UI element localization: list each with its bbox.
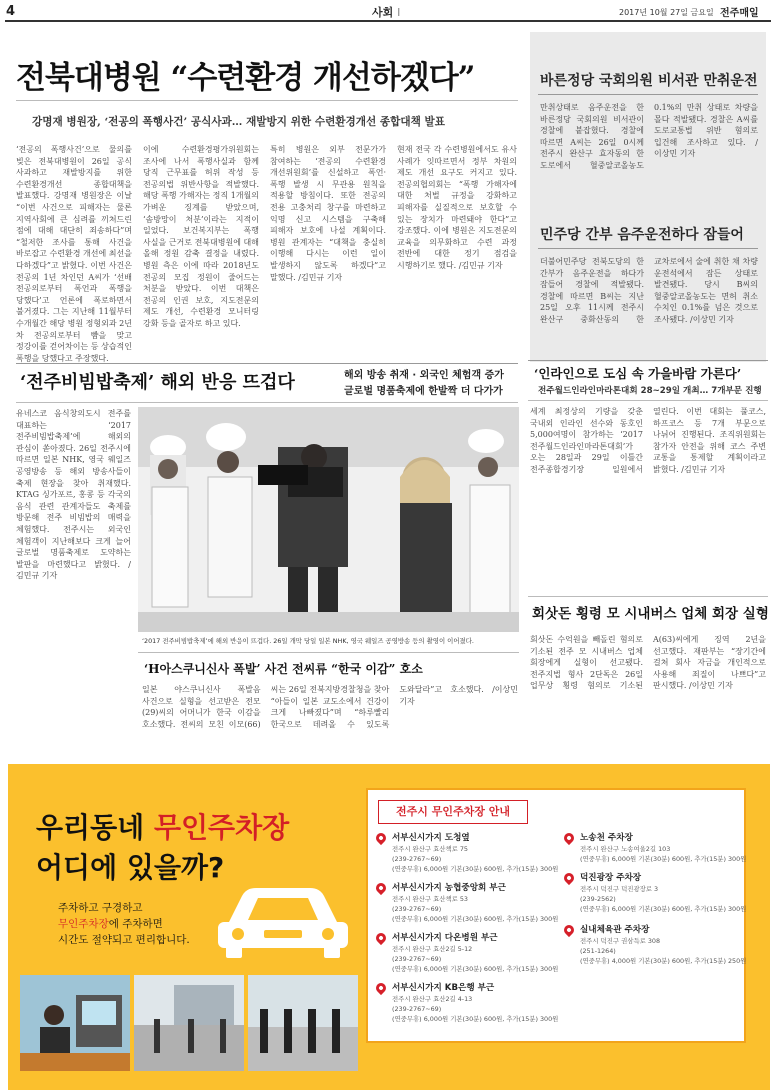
parking-lot-2: 서부신시가지 농협중앙회 부근 전주시 완산구 효산책로 53 (239-2767~69) (연중무휴) 6,000원 기본(30분) 600원, 추가(15분) 300원 [392, 882, 562, 924]
parking-lot-4: 서부신시가지 KB은행 부근 전주시 완산구 효산2길 4-13 (239-2767~69) (연중무휴) 6,000원 기본(30분) 600원, 추가(15분) 300원 [392, 982, 562, 1024]
ad-copy-1: 주차하고 구경하고 [58, 902, 143, 914]
festival-photo-caption: ‘2017 전주비빔밥축제’에 해외 반응이 뜨겁다. 26일 개막 당일 일본 NHK, 영국 웨일즈 공영방송 등의 촬영이 이어졌다. [142, 637, 474, 645]
map-pin-icon [374, 831, 388, 845]
festival-text: 유네스코 음식창의도시 전주를 대표하는 ‘2017 전주비빔밥축제’에 해외의 관심이 쏟아졌다. 26일 전주시에 따르면 일본 NHK, 영국 웨일즈 공영방송 등 해외 방송사들이 축제 현장을 찾아 취재했다. KTAG 싱가포르, 홍콩 등 각국의 음식 관련 관계자들도 축제를 방문해 전주 비빔밥의 매력을 체험했다. 전주시는 외국인 체험객이 지난해보다 크게 늘어 글로벌 명품축제로 도약하는 발판을 마련했다고 밝혔다. /김민규 기자 [16, 409, 131, 581]
map-pin-icon [562, 871, 576, 885]
main-col-1: ‘전공의 폭행사건’으로 물의를 빚은 전북대병원이 26일 공식 사과하고 재발방지를 위한 수련환경개선 종합대책을 발표했다. 강명재 병원장은 이날 “이번 사건으로 피해자는 물론 지역사회에 큰 심려를 끼쳐드린 점에 대해 대단히 죄송하다”며 “철저한 조사를 통해 사건을 바로잡고 수련환경 개선에 최선을 다하겠다”고 밝혔다. 이번 사건은 전공의 1년 차인던 A씨가 ‘선배 전공의로부터 폭언과 폭행을 당했다’고 언론에 폭로하면서 불거졌다. 그는 지난해 11월부터 수개월간 해당 병원 정형외과 2년 차 전공의로부터 뺨을 맞고 정강이를 걷어차이는 등 상습적인 폭행을 당했다고 주장했다. [16, 145, 132, 363]
festival-side-head-2: 글로벌 명품축제에 한발짝 더 다가가 [344, 386, 503, 397]
inline-subhead: 전주월드인라인마라톤대회 28~29일 개최… 7개부문 진행 [538, 386, 762, 396]
parking-list-box [366, 788, 746, 1043]
parking-lot-7: 실내체육관 주차장 전주시 덕진구 권삼득로 308 (251-1264) (연중무휴) 4,000원 기본(30분) 600원, 추가(15분) 250원 [580, 924, 750, 966]
main-col-2: 이에 수련환경평가위원회는 조사에 나서 폭행사실과 함께 당직 근무표를 허위 작성 등 전공의법 위반사항을 적발했다. 해당 폭행 가해자는 정직 1개월의 가벼운 징계를 받았으며, ‘솜방망이 처분’이라는 지적이 일었다. 보건복지부는 폭행 사실을 근거로 전북대병원에 대해 올해 정원 감축 결정을 내렸다. 병원 측은 이에 따라 2018년도 전공의 모집 정원이 줄어드는 처분을 받았다. 이번 대책은 전공의 인권 보호, 지도전문의 제도 개선, 수련환경 모니터링 강화 등을 골자로 하고 있다. [143, 145, 259, 328]
sidebar-top-text: 만취상태로 음주운전을 한 바른정당 국회의원 비서관이 경찰에 붙잡혔다. 경찰에 따르면 A씨는 26일 0시께 전주시 완산구 효자동의 한 도로에서 혈중알코올농도 0.1%의 만취 상태로 차량을 몰다 적발됐다. 경찰은 A씨를 도로교통법 위반 혐의로 입건해 조사하고 있다. /이상민 기자 [540, 103, 758, 170]
ad-copy-2: 무인주차장에 주차하면 [58, 918, 163, 930]
main-col-3: 특히 병원은 외부 전문가가 참여하는 ‘전공의 수련환경 개선위원회’를 신설하고 폭언·폭행 발생 시 무관용 원칙을 적용할 방침이다. 또한 전공의 전용 고충처리 창구를 마련하고 익명 신고 시스템을 구축해 피해자 보호에 나설 계획이다. 병원 관계자는 “대책을 충실히 이행해 다시는 이런 일이 발생하지 않도록 하겠다”고 말했다. /김민규 기자 [270, 145, 386, 282]
ad-copy-3: 시간도 절약되고 편리합니다. [58, 934, 190, 946]
festival-photo [138, 407, 519, 632]
ad-photo-1 [20, 975, 130, 1071]
map-pin-icon [374, 981, 388, 995]
parking-lot-1: 서부신시가지 도청옆 전주시 완산구 효산책로 75 (239-2767~69) (연중무휴) 6,000원 기본(30분) 600원, 추가(15분) 300원 [392, 832, 562, 874]
car-illustration [208, 880, 358, 960]
yasukuni-headline: ‘H아스쿠니신사 폭발’ 사건 전씨류 “한국 이감” 호소 [144, 662, 423, 676]
main-col-4: 현재 전국 각 수련병원에서도 유사 사례가 잇따르면서 정부 차원의 제도 개선 요구도 커지고 있다. 전공의협의회는 “폭행 가해자에 대한 처벌 규정을 강화하고 피해자를 실질적으로 보호할 수 있는 장치가 마련돼야 한다”고 강조했다. 이에 병원은 지도전문의 교육을 의무화하고 수련 과정 전반에 대한 정기 점검을 시행하기로 했다. /김민규 기자 [397, 145, 517, 270]
embezzle-headline: 회삿돈 횡령 모 시내버스 업체 회장 실형 [532, 606, 769, 622]
inline-text: 세계 최정상의 기량을 갖춘 국내외 인라인 선수와 동호인 5,000여명이 참가하는 ‘2017 전주월드인라인마라톤대회’가 오는 28일과 29일 이틀간 전주종합경기장 일원에서 열린다. 이번 대회는 풀코스, 하프코스 등 7개 부문으로 나뉘어 진행된다. 조직위원회는 참가자 안전을 위해 코스 주변 교통을 통제할 계획이라고 밝혔다. /김민규 기자 [530, 407, 766, 474]
page-number: 4 [6, 4, 16, 19]
ad-title-highlight: 무인주차장 [153, 811, 290, 844]
paper-name: 전주매일 [720, 8, 759, 19]
map-pin-icon [562, 923, 576, 937]
festival-side-head-1: 해외 방송 취재 · 외국인 체험객 증가 [344, 370, 504, 381]
parking-list-title: 전주시 무인주차장 안내 [378, 800, 528, 824]
map-pin-icon [374, 931, 388, 945]
main-subhead: 강명재 병원장, ‘전공의 폭행사건’ 공식사과… 재발방지 위한 수련환경개선 종합대책 발표 [32, 116, 446, 128]
inline-headline: ‘인라인으로 도심 속 가을바람 가른다’ [534, 366, 742, 381]
embezzle-text: 회삿돈 수억원을 빼돌린 혐의로 기소된 전주 모 시내버스 업체 회장에게 실형이 선고됐다. 전주지법 형사 2단독은 26일 업무상 횡령 혐의로 기소된 A(63)씨에게 징역 2년을 선고했다. 재판부는 “장기간에 걸쳐 회사 자금을 개인적으로 사용해 죄질이 나쁘다”고 판시했다. /이상민 기자 [530, 635, 766, 691]
sidebar-top-headline: 바른정당 국회의원 비서관 만취운전 [540, 73, 758, 89]
ad-title-line-2: 어디에 있을까? [36, 851, 225, 884]
parking-lot-6: 덕진광장 주차장 전주시 덕진구 덕진광장로 3 (239-2562) (연중무휴) 6,000원 기본(30분) 600원, 추가(15분) 300원 [580, 872, 750, 914]
map-pin-icon [374, 881, 388, 895]
festival-headline: ‘전주비빔밥축제’ 해외 반응 뜨겁다 [20, 372, 295, 393]
main-headline: 전북대병원 “수련환경 개선하겠다” [16, 60, 475, 96]
ad-photo-2 [134, 975, 244, 1071]
ad-title-line-1: 우리동네 무인주차장 [36, 811, 290, 844]
section-label: 사회 I [372, 6, 401, 19]
sidebar-mid-text: 더불어민주당 전북도당의 한 간부가 음주운전을 하다가 잠들어 경찰에 적발됐다. 경찰에 따르면 B씨는 지난 25일 오후 11시께 전주시 완산구 중화산동의 한 교차로에서 술에 취한 채 차량 운전석에서 잠든 상태로 발견됐다. 당시 B씨의 혈중알코올농도는 면허 취소 수치인 0.1%를 넘은 것으로 조사됐다. /이상민 기자 [540, 257, 758, 324]
issue-date: 2017년 10월 27일 금요일 [619, 8, 714, 17]
yasukuni-text: 일본 야스쿠니신사 폭발음 사건으로 실형을 선고받은 전모(29)씨의 어머니가 한국 이감을 호소했다. 전씨의 모친 이모(66)씨는 26일 전북지방경찰청을 찾아 “아들이 일본 교도소에서 건강이 크게 나빠졌다”며 “하루빨리 한국으로 데려올 수 있도록 도와달라”고 호소했다. /이상민 기자 [142, 685, 518, 729]
map-pin-icon [562, 831, 576, 845]
ad-photo-3 [248, 975, 358, 1071]
parking-lot-3: 서부신시가지 다온병원 부근 전주시 완산구 효산2길 5-12 (239-2767~69) (연중무휴) 6,000원 기본(30분) 600원, 추가(15분) 300원 [392, 932, 562, 974]
sidebar-mid-headline: 민주당 간부 음주운전하다 잠들어 [540, 227, 744, 243]
parking-lot-5: 노송천 주차장 전주시 완산구 노송여울2길 103 (연중무휴) 6,000원 기본(30분) 600원, 추가(15분) 300원 [580, 832, 750, 864]
